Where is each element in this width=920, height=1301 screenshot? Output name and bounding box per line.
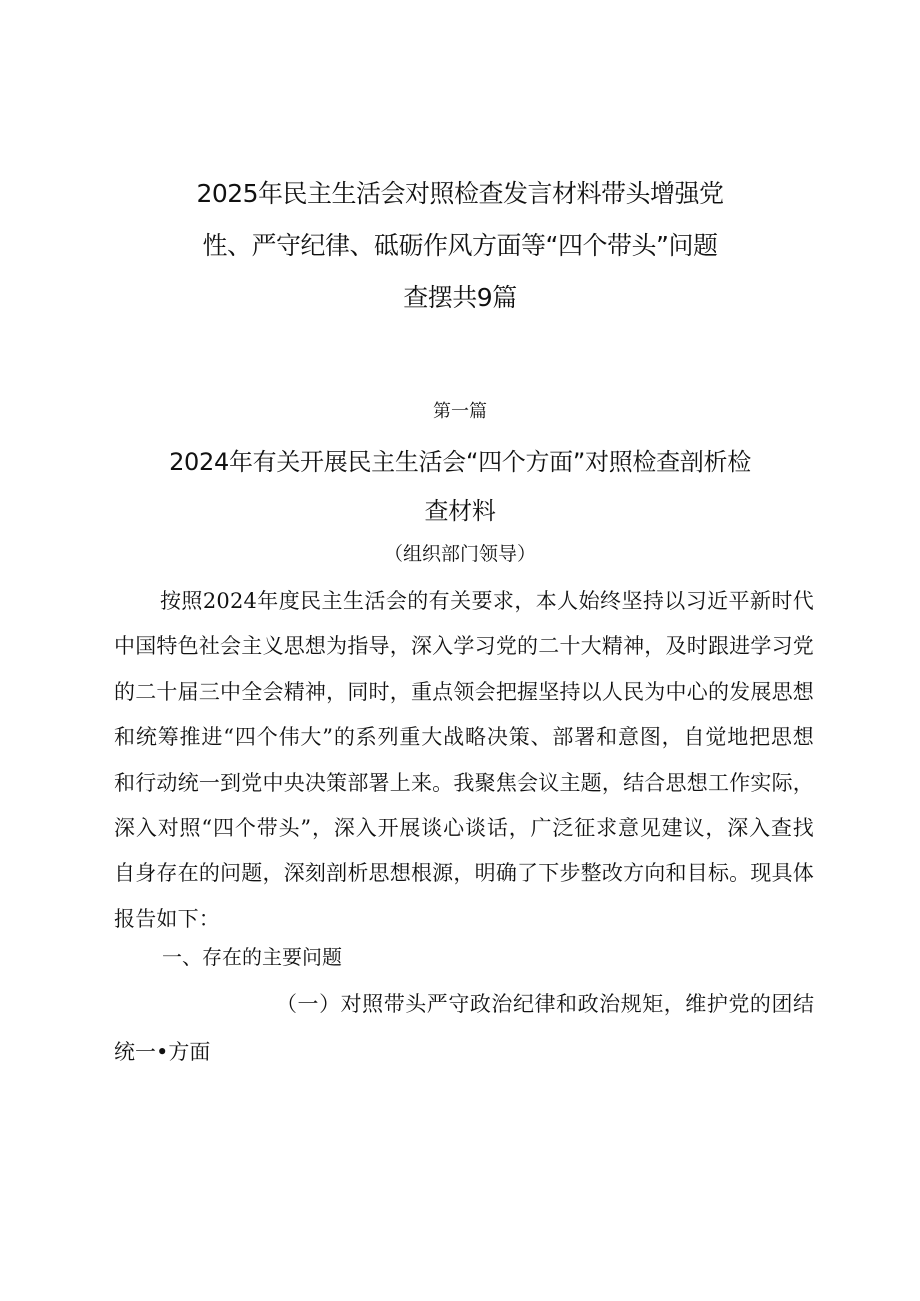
document-title: 2025年民主生活会对照检查发言材料带头增强党性、严守纪律、砥砺作风方面等“四个带头”问题查摆共9篇 <box>196 179 724 312</box>
section-title: 2024年有关开展民主生活会“四个方面”对照检查剖析检查材料 <box>169 448 751 525</box>
author-note: （组织部门领导） <box>383 543 536 565</box>
section-heading: 一、存在的主要问题 <box>162 945 342 969</box>
subsection-heading: （一）对照带头严守政治纪律和政治规矩，维护党的团结统一•方面 <box>114 992 814 1064</box>
intro-paragraph: 按照2024年度民主生活会的有关要求，本人始终坚持以习近平新时代中国特色社会主义思想为指导，深入学习党的二十大精神，及时跟进学习党的二十届三中全会精神，同时，重点领会把握坚持以人民为中心的发展思想和统筹推进“四个伟大”的系列重大战略决策、部署和意图，自觉地把思想和行动统一到党中央决策部署上来。我聚焦会议主题，结合思想工作实际，深入对照“四个带头”，深入开展谈心谈话，广泛征求意见建议，深入查找自身存在的问题，深刻剖析思想根源，明确了下步整改方向和目标。现具体报告如下： <box>114 589 814 931</box>
chapter-label: 第一篇 <box>433 401 487 422</box>
